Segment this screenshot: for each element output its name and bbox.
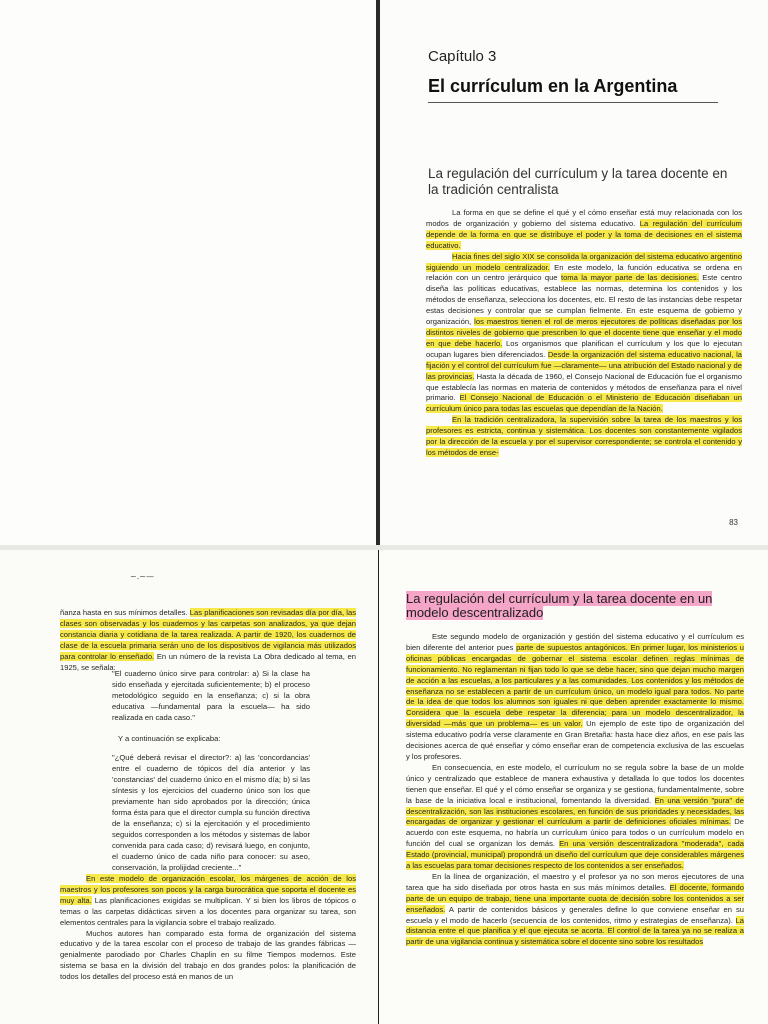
br-paragraph [406,763,744,872]
paragraph-3: Muchos autores han comparado esta forma de organización del sistema educativo y de la tarea escolar con el proceso de trabajo de las grandes fábricas —genialmente parodiado por Charles Chaplin en su filme Tiempos modernos. Este sistema se basa en la división del trabajo en dos grandes polos: la planificación de todos los detalles del proceso está en manos de un [60,928,356,982]
title-rule [428,102,718,103]
chapter-label: Capítulo 3 [428,48,497,65]
bl-highlighted-text: A partir de 1920, los cuadernos de clase de la escuela primaria serán uno de los dispositivos de vigilancia más utilizados para controlar lo enseñado. [60,629,356,661]
br-paragraph [406,872,744,948]
br-highlighted-text: En una versión "pura" de descentralización, son las instituciones escolares, en función de sus prioridades y necesidades, las encargadas de organizar y gestionar el currículum a partir de definiciones oficiales mínimas. [406,795,744,827]
chapter-title: El currículum en la Argentina [428,76,678,96]
section-title-descentralizado [406,592,746,620]
top-highlighted-text: En la tradición centralizadora, la supervisión sobre la tarea de los maestros y los profesores es estricta, continua y sistemática. Los docentes son constantemente vigilados por la dirección de la escuela y por el supervisor correspondiente; se controla el contenido y los métodos de ense- [426,415,742,457]
br-highlighted-text: La distancia entre el que planifica y el que ejecuta se acorta. El control de la tarea ya no se realiza a partir de una vigilancia continua y sistemática sobre el docente sino sobre los resultados [406,915,744,947]
body-text [406,632,744,948]
book-page-83 [380,0,768,545]
bl-highlighted-text: Las planificaciones son revisadas día por día, las clases son observadas y los cuadernos y las carpetas son analizados, ya que dejan constancia diaria y cotidiana de la tarea realizada. [60,608,356,639]
book-page-84 [0,550,378,1024]
top-highlighted-text: Desde la organización del sistema educativo nacional, la fijación y el control del currículum fue —claramente— una atribución del Estado nacional y de las provincias. [426,349,742,381]
quote-text-2: "¿Qué deberá revisar el director?: a) las 'concordancias' entre el cuaderno de tópicos del día anterior y las 'constancias' del cuaderno único en el mismo día; b) si las síntesis y los ejercicios del cuaderno único son los que previamente han sido aprobados por la dirección; única forma ésta para que el director cumpla su función directiva de la enseñanza; c) si la ejercitación y el procedimiento seguidos corresponden a los métodos y sistemas de labor convenida para cada caso; d) revisará luego, en conjunto, el cuaderno único de cada niño para conocer: su aseo, conservación, la prolijidad creciente..." [112,753,310,872]
br-highlighted-text: En una versión descentralizadora "moderada", cada Estado (provincial, municipal) propondrá un diseño del currículum que deje considerables márgenes a las escuelas para tomar decisiones respecto de los contenidos a ser enseñados. [406,839,744,871]
bl-text: En un número de la revista La Obra dedicado al tema, en 1925, se señala: [60,651,356,672]
br-text: Este segundo modelo de organización y gestión del sistema educativo y el currículum es bien diferente del anterior pues [406,632,744,652]
block-quote-2 [112,752,310,873]
top-text: La forma en que se define el qué y el cómo enseñar está muy relacionada con los modos de organización y gobierno del sistema educativo. [426,208,742,228]
body-text [426,208,742,459]
body-text-2 [60,874,356,983]
page-number: 83 [729,518,738,527]
paragraph-2 [60,874,356,929]
bl-highlighted-text: En este modelo de organización escolar, los márgenes de acción de los maestros y los profesores son pocos y la carga burocrática que soporta el docente es muy alta. [60,874,356,905]
br-highlighted-text: parte de supuestos antagónicos. En primer lugar, los ministerios u oficinas públicas encargadas de gobernar el sistema escolar definen reglas mínimas de funcionamiento. No reglamentan ni fijan todo lo que se debe hacer, sino que dejan mucho margen de acción a las escuelas, a los particulares y a las comunidades. Los contenidos y los métodos de enseñanza no se establecen a partir de un currículum único, un modelo igual para todos. No parte de la idea de que todos los alumnos son iguales ni que deben aprender exactamente lo mismo. Considera que la escuela debe respetar la diferencia; para un modelo descentralizador, la diversidad —más que un problema— es un valor. [406,642,744,729]
top-text: Este centro diseña las políticas educativas, establece las normas, determina los contenidos y los métodos de enseñanza, selecciona los docentes, etc. El resto de las instancias debe respetar estas decisiones y controlar que se cumplan fielmente. En este esquema de gobierno y organización, [426,273,742,327]
intro-paragraph [60,608,356,673]
br-text: A partir de contenidos básicos y generales define lo que conviene enseñar en su escuela y el modo de hacerlo (secuencia de los contenidos, ritmo y estrategias de enseñanza). [406,904,744,925]
top-paragraph [426,252,742,416]
section-title-text: La regulación del currículum y la tarea docente en un modelo descentralizado [406,591,713,620]
quote-text-1: "El cuaderno único sirve para controlar: a) Si la clase ha sido enseñada y ejercitada suficientemente; b) el proceso metodológico seguido en la enseñanza; c) si la obra educativa —fundamental para la escuela— ha sido realizada en cada caso." [112,669,310,722]
top-highlighted-text: Hacia fines del siglo XIX se consolida la organización del sistema educativo argentino siguiendo un modelo centralizador. [426,251,742,272]
section-title-centralista: La regulación del currículum y la tarea docente en la tradición centralista [428,166,728,197]
top-highlighted-text: El Consejo Nacional de Educación o el Ministerio de Educación diseñaban un currículum único para todas las escuelas que dependían de la Nación. [426,393,742,414]
br-paragraph [406,632,744,763]
top-paragraph [426,208,742,252]
top-highlighted-text: toma la mayor parte de las decisiones. [560,273,699,283]
pencil-mark: ~.~— [130,572,154,581]
br-text: En la línea de organización, el maestro y el profesor ya no son meros ejecutores de una tarea que ha sido diseñada por otros hasta en sus más mínimos detalles. [406,871,744,892]
bl-text: Las planificaciones exigidas se multiplican. Y si bien los libros de tópicos o temas o las carpetas didácticas sirven a los docentes para organizar su tarea, son elementos centrales para la vigilancia sobre el trabajo realizado. [60,895,357,927]
continuation-line [118,734,318,745]
br-highlighted-text: El docente, formando parte de un equipo de trabajo, tiene una importante cuota de decisión sobre los contenidos a ser enseñados. [406,882,745,914]
block-quote-1 [112,668,310,723]
br-text: En consecuencia, en este modelo, el currículum no se regula sobre la base de un molde único y centralizado que establece de manera exhaustiva y detallada lo que todos los docentes tienen que enseñar. El qué y el cómo enseñar se organiza y se gestiona, fundamentalmente, sobre la base de la iniciativa local e institucional, fomentando la diversidad. [406,762,744,805]
book-page-85 [380,550,768,1024]
top-paragraph [426,415,742,459]
br-text: De acuerdo con este esquema, no habría un currículum único para todos o un currículum modelo en función del cual se organizan los demás. [406,817,744,849]
top-text: Hasta la década de 1960, el Consejo Nacional de Educación fue el organismo que establecía las normas en materia de contenidos y métodos de enseñanza para el nivel primario. [426,371,742,403]
br-text: Un ejemplo de este tipo de organización del sistema educativo podría verse claramente en Gran Bretaña: hasta hace diez años, en ese país las decisiones acerca de qué enseñar y cómo enseñar eran de competencia exclusiva de las escuelas y los profesores. [406,719,744,761]
body-text-intro [60,608,356,673]
top-highlighted-text: los maestros tienen el rol de meros ejecutores de políticas diseñadas por los distintos niveles de gobierno que prescriben lo que el docente tiene que enseñar y el modo en que debe hacerlo. [426,317,743,348]
bl-text: ñanza hasta en sus mínimos detalles. [60,608,190,617]
top-highlighted-text: La regulación del currículum depende de la forma en que se distribuye el poder y la toma de decisiones en el sistema educativo. [426,218,742,250]
top-text: Los organismos que planifican el currículum y los que lo ejecutan ocupan lugares bien diferenciados. [426,338,742,359]
top-text: En este modelo, la función educativa se ordena en relación con un centro jerárquico que [426,262,742,283]
continuation-text: Y a continuación se explicaba: [118,734,221,743]
